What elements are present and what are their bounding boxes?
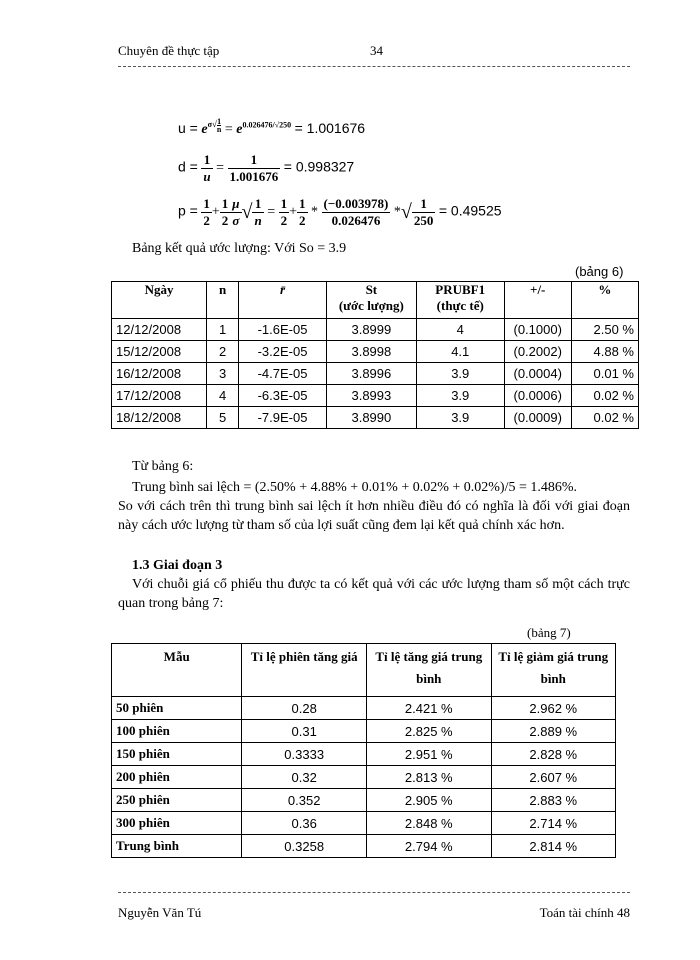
table-row <box>112 789 616 812</box>
table6-cell: (0.1000) <box>504 319 571 341</box>
table6-cell: 2 <box>207 341 239 363</box>
equation-d: d = $\frac{1}{u}$ = $\frac{1}{1.001676}$ = 0.998327 <box>178 152 355 184</box>
table6 <box>111 281 639 429</box>
table6-cell: -6.3E-05 <box>239 385 327 407</box>
table6-cell: 5 <box>207 407 239 429</box>
table-row <box>112 341 639 363</box>
table7-cell: 2.962 % <box>491 697 616 720</box>
table6-cell: 3.9 <box>416 385 504 407</box>
from-table6-label: Từ bảng 6: <box>132 459 194 474</box>
table6-header-st: St (ước lượng) <box>326 282 416 319</box>
table7-cell: 0.36 <box>242 812 367 835</box>
table6-cell: -4.7E-05 <box>239 363 327 385</box>
table6-intro: Bảng kết quả ước lượng: Với So = 3.9 <box>132 241 347 256</box>
footer-subject-page: Toán tài chính 48 <box>539 905 630 920</box>
table-row <box>112 835 616 858</box>
table7-cell: 2.848 % <box>367 812 491 835</box>
table6-cell: 4 <box>416 319 504 341</box>
section-title: 1.3 Giai đoạn 3 <box>132 558 223 573</box>
table6-cell: 1 <box>207 319 239 341</box>
table7-cell: 2.828 % <box>491 743 616 766</box>
table6-cell: 0.02 % <box>571 407 638 429</box>
table7-cell: 100 phiên <box>112 720 242 743</box>
table7-cell: 2.607 % <box>491 766 616 789</box>
table7-header-up-ratio: Tỉ lệ phiên tăng giá <box>242 644 367 697</box>
table6-cell: (0.2002) <box>504 341 571 363</box>
table6-header-rbar: r̄ <box>239 282 327 319</box>
table-row <box>112 697 616 720</box>
table6-cell: 16/12/2008 <box>112 363 207 385</box>
table6-header-row <box>112 282 639 319</box>
table6-cell: 4.88 % <box>571 341 638 363</box>
table7-cell: 0.3258 <box>242 835 367 858</box>
table6-caption: (bảng 6) <box>575 264 624 279</box>
table6-header-diff: +/- <box>504 282 571 319</box>
table6-cell: 3.8999 <box>326 319 416 341</box>
footer-divider <box>118 892 630 893</box>
table7-cell: 0.28 <box>242 697 367 720</box>
table-row <box>112 812 616 835</box>
table7-cell: 2.889 % <box>491 720 616 743</box>
table-row <box>112 385 639 407</box>
table-row <box>112 319 639 341</box>
table-row <box>112 743 616 766</box>
table7-cell: 50 phiên <box>112 697 242 720</box>
table6-cell: 4.1 <box>416 341 504 363</box>
table7-cell: 2.814 % <box>491 835 616 858</box>
table7-cell: 2.825 % <box>367 720 491 743</box>
equation-u: $u = e^{\sigma√ \frac{1}{n}}$ = $e^{0.026476/√250} = 1.001676$ <box>178 117 366 137</box>
table7-cell: 2.714 % <box>491 812 616 835</box>
table6-cell: -7.9E-05 <box>239 407 327 429</box>
table6-cell: (0.0004) <box>504 363 571 385</box>
table6-cell: (0.0006) <box>504 385 571 407</box>
table6-cell: 2.50 % <box>571 319 638 341</box>
table6-cell: 0.01 % <box>571 363 638 385</box>
table6-cell: 3.8993 <box>326 385 416 407</box>
footer-author: Nguyễn Văn Tú <box>118 905 202 920</box>
table7-cell: 150 phiên <box>112 743 242 766</box>
table7-cell: 2.421 % <box>367 697 491 720</box>
table7-caption: (bảng 7) <box>527 625 571 640</box>
table6-cell: -3.2E-05 <box>239 341 327 363</box>
table6-cell: -1.6E-05 <box>239 319 327 341</box>
table6-header-percent: % <box>571 282 638 319</box>
table7-cell: 200 phiên <box>112 766 242 789</box>
table6-cell: 3.8990 <box>326 407 416 429</box>
table6-header-date: Ngày <box>112 282 207 319</box>
table7-cell: 0.352 <box>242 789 367 812</box>
table6-cell: 3 <box>207 363 239 385</box>
table6-cell: (0.0009) <box>504 407 571 429</box>
table7-cell: 0.31 <box>242 720 367 743</box>
paragraph-1: Trung bình sai lệch = (2.50% + 4.88% + 0.01% + 0.02% + 0.02%)/5 = 1.486%. So với cách trên thì trung bình sai lệch ít hơn nhiều điều đó có nghĩa là đối với giai đoạn này cách ước lượng từ tham số của lợi suất cũng đem lại kết quả chính xác hơn. <box>118 480 630 533</box>
table6-cell: 3.8998 <box>326 341 416 363</box>
table7-cell: 2.883 % <box>491 789 616 812</box>
table6-cell: 18/12/2008 <box>112 407 207 429</box>
table7-header-avg-down: Tỉ lệ giảm giá trung bình <box>491 644 616 697</box>
table6-cell: 3.9 <box>416 407 504 429</box>
table6-cell: 17/12/2008 <box>112 385 207 407</box>
table7 <box>111 643 616 858</box>
header-title: Chuyên đề thực tập <box>118 43 220 58</box>
table7-header-sample: Mẫu <box>112 644 242 697</box>
table7-cell: 300 phiên <box>112 812 242 835</box>
table6-cell: 4 <box>207 385 239 407</box>
table6-cell: 12/12/2008 <box>112 319 207 341</box>
table6-header-n: n <box>207 282 239 319</box>
table7-cell: 2.813 % <box>367 766 491 789</box>
table-row <box>112 363 639 385</box>
table6-cell: 3.9 <box>416 363 504 385</box>
table-row <box>112 766 616 789</box>
table7-header-avg-up: Tỉ lệ tăng giá trung bình <box>367 644 491 697</box>
table-row <box>112 720 616 743</box>
table7-cell: 2.951 % <box>367 743 491 766</box>
table7-cell: Trung bình <box>112 835 242 858</box>
table6-header-prubf1: PRUBF1 (thực tế) <box>416 282 504 319</box>
table7-cell: 0.32 <box>242 766 367 789</box>
header-divider <box>118 66 630 67</box>
table7-cell: 2.905 % <box>367 789 491 812</box>
table7-header-row <box>112 644 616 697</box>
table7-cell: 2.794 % <box>367 835 491 858</box>
equation-p: p = $\frac{1}{2}$ + $\frac{1}{2}$ $\frac{\mu}{\sigma}$ √ $\frac{1}{n}$ = $\frac{1}{2}$ + $\frac{1}{2}$ * $\frac{(-0.003978)}{0.026476}$ *√ $\frac{1}{250}$ = 0.49525 <box>178 196 502 228</box>
table6-cell: 15/12/2008 <box>112 341 207 363</box>
header-page-number: 34 <box>370 43 383 58</box>
table-row <box>112 407 639 429</box>
table6-cell: 3.8996 <box>326 363 416 385</box>
table7-cell: 250 phiên <box>112 789 242 812</box>
paragraph-2: Với chuỗi giá cổ phiếu thu được ta có kết quả với các ước lượng tham số một cách trực quan trong bảng 7: <box>118 577 630 611</box>
table6-cell: 0.02 % <box>571 385 638 407</box>
table7-cell: 0.3333 <box>242 743 367 766</box>
